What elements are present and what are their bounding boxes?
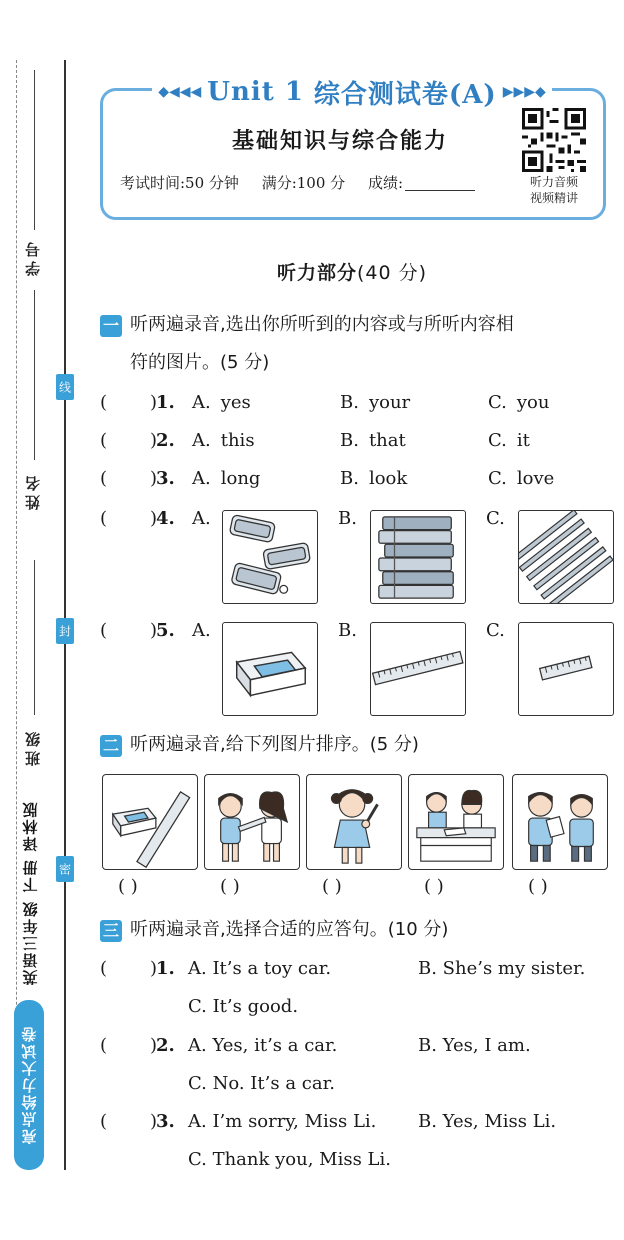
pencil-cases-icon[interactable] — [222, 510, 318, 604]
title-rest: 综合测试卷(A) — [313, 79, 497, 110]
student-id-blank — [34, 70, 35, 230]
option-b[interactable] — [340, 430, 406, 451]
answer-paren-close: ) — [150, 958, 158, 979]
option-text: love — [516, 468, 555, 489]
option-letter: B. — [340, 392, 359, 413]
option-letter: B. — [340, 468, 359, 489]
full-score: 满分:100 分 — [261, 174, 346, 192]
question-number: 3. — [156, 468, 175, 489]
part3-instruction: 听两遍录音,选择合适的应答句。(10 分) — [130, 919, 449, 940]
section-title-text: 听力部分 — [276, 262, 357, 284]
class-label: 班级 — [24, 728, 42, 766]
option-a[interactable] — [192, 392, 251, 413]
answer-paren-open[interactable]: ( — [100, 468, 108, 489]
part3-question-3 — [100, 1111, 620, 1139]
binding-line — [64, 60, 66, 1170]
kids-at-desk-icon[interactable] — [408, 774, 504, 870]
option-a[interactable]: A. Yes, it’s a car. — [188, 1035, 338, 1056]
title-deco-left: ◆◀◀◀ — [158, 84, 202, 100]
answer-paren-close: ) — [150, 508, 158, 529]
option-c[interactable] — [488, 430, 530, 451]
part1-instruction-line1: 听两遍录音,选出你所听到的内容或与所听内容相 — [130, 314, 514, 335]
answer-paren-close: ) — [150, 1111, 158, 1132]
question-number: 3. — [156, 1111, 175, 1132]
option-letter: A. — [192, 392, 211, 413]
exam-info — [120, 172, 493, 193]
option-c[interactable]: C. It’s good. — [188, 996, 299, 1017]
option-letter-a: A. — [192, 508, 211, 529]
part2-instruction: 听两遍录音,给下列图片排序。(5 分) — [130, 734, 419, 755]
subtitle: 基础知识与综合能力 — [231, 129, 448, 154]
books-icon[interactable] — [370, 510, 466, 604]
part1-number: 一 — [102, 316, 119, 335]
qr-caption-line1: 听力音频 — [529, 175, 578, 189]
option-letter: A. — [192, 468, 211, 489]
exam-time: 考试时间:50 分钟 — [120, 174, 239, 192]
option-text: yes — [220, 392, 251, 413]
option-b[interactable]: B. She’s my sister. — [418, 958, 586, 979]
question-number: 4. — [156, 508, 175, 529]
eraser-and-ruler-icon[interactable] — [102, 774, 198, 870]
option-b[interactable]: B. Yes, Miss Li. — [418, 1111, 557, 1132]
option-text: this — [220, 430, 255, 451]
option-letter-b: B. — [338, 620, 357, 641]
option-a[interactable]: A. I’m sorry, Miss Li. — [188, 1111, 377, 1132]
answer-paren-open[interactable]: ( — [100, 508, 108, 529]
answer-paren-open[interactable]: ( — [100, 430, 108, 451]
section-title — [0, 258, 624, 285]
series-name: 亮点给力大试卷 — [14, 1000, 44, 1170]
pencils-icon[interactable] — [518, 510, 614, 604]
cut-tag-line: 线 — [56, 374, 74, 400]
title-deco-right: ▶▶▶◆ — [502, 84, 546, 100]
option-a[interactable] — [192, 468, 260, 489]
part1-question-1 — [100, 392, 610, 420]
answer-paren-close: ) — [150, 468, 158, 489]
option-text: long — [220, 468, 261, 489]
qr-caption-line2: 视频精讲 — [529, 191, 578, 205]
answer-paren-open[interactable]: ( — [100, 392, 108, 413]
question-number: 2. — [156, 1035, 175, 1056]
section-points: (40 分) — [356, 262, 428, 284]
book-band — [14, 790, 44, 1170]
part3-question-2 — [100, 1035, 620, 1063]
option-c[interactable] — [488, 392, 549, 413]
binding-strip — [0, 0, 80, 1240]
boys-with-book-icon[interactable] — [512, 774, 608, 870]
question-number: 5. — [156, 620, 175, 641]
name-blank — [34, 290, 35, 460]
sequence-paren-3[interactable]: ( ) — [322, 876, 342, 897]
part2-number-badge — [100, 735, 122, 757]
sequence-paren-4[interactable]: ( ) — [424, 876, 444, 897]
answer-paren-close: ) — [150, 430, 158, 451]
option-letter-c: C. — [486, 620, 505, 641]
qr-code-icon[interactable] — [522, 108, 586, 172]
answer-paren-close: ) — [150, 392, 158, 413]
part3-question-2-c — [100, 1073, 620, 1101]
cut-tag-seal: 封 — [56, 618, 74, 644]
option-b[interactable]: B. Yes, I am. — [418, 1035, 531, 1056]
part1-number-badge — [100, 315, 122, 337]
option-a[interactable]: A. It’s a toy car. — [188, 958, 332, 979]
part3-number: 三 — [102, 921, 119, 940]
part2-number: 二 — [102, 736, 119, 755]
option-text: you — [516, 392, 550, 413]
option-a[interactable] — [192, 430, 255, 451]
part3-question-1-c — [100, 996, 620, 1024]
page-title — [152, 72, 552, 112]
name-label: 姓名 — [24, 472, 42, 510]
title-unit: Unit 1 — [207, 77, 304, 107]
option-c[interactable]: C. Thank you, Miss Li. — [188, 1149, 391, 1170]
question-number: 1. — [156, 392, 175, 413]
option-b[interactable] — [340, 392, 410, 413]
answer-paren-close: ) — [150, 620, 158, 641]
answer-paren-close: ) — [150, 1035, 158, 1056]
option-letter: C. — [488, 468, 507, 489]
option-letter: A. — [192, 430, 211, 451]
part3-number-badge — [100, 920, 122, 942]
option-letter-a: A. — [192, 620, 211, 641]
part1-question-3 — [100, 468, 610, 496]
short-ruler-icon[interactable] — [518, 622, 614, 716]
option-letter: B. — [340, 430, 359, 451]
option-text: your — [368, 392, 411, 413]
part3-question-1 — [100, 958, 620, 986]
option-c[interactable] — [488, 468, 554, 489]
option-letter: C. — [488, 392, 507, 413]
part1-question-2 — [100, 430, 610, 458]
question-number: 1. — [156, 958, 175, 979]
class-blank — [34, 560, 35, 715]
question-number: 2. — [156, 430, 175, 451]
answer-paren-open[interactable]: ( — [100, 1035, 108, 1056]
eraser-icon[interactable] — [222, 622, 318, 716]
long-ruler-icon[interactable] — [370, 622, 466, 716]
sequence-paren-2[interactable]: ( ) — [220, 876, 240, 897]
part1-instruction-line2: 符的图片。(5 分) — [130, 352, 270, 373]
option-text: it — [516, 430, 530, 451]
qr-caption — [516, 174, 592, 206]
answer-paren-open[interactable]: ( — [100, 958, 108, 979]
girls-with-ruler-icon[interactable] — [204, 774, 300, 870]
cut-tag-secret: 密 — [56, 856, 74, 882]
option-text: look — [368, 468, 408, 489]
student-id-label: 学号 — [24, 238, 42, 276]
option-letter-c: C. — [486, 508, 505, 529]
option-letter: C. — [488, 430, 507, 451]
option-c[interactable]: C. No. It’s a car. — [188, 1073, 335, 1094]
answer-paren-open[interactable]: ( — [100, 620, 108, 641]
score-blank[interactable] — [405, 177, 475, 191]
sequence-paren-1[interactable]: ( ) — [118, 876, 138, 897]
part3-question-3-c — [100, 1149, 620, 1177]
answer-paren-open[interactable]: ( — [100, 1111, 108, 1132]
score-label: 成绩: — [367, 174, 403, 192]
option-text: that — [368, 430, 406, 451]
book-edition: 英语三年级 下册 译林版 — [21, 800, 40, 985]
option-b[interactable] — [340, 468, 407, 489]
sequence-paren-5[interactable]: ( ) — [528, 876, 548, 897]
option-letter-b: B. — [338, 508, 357, 529]
girl-with-pencil-icon[interactable] — [306, 774, 402, 870]
